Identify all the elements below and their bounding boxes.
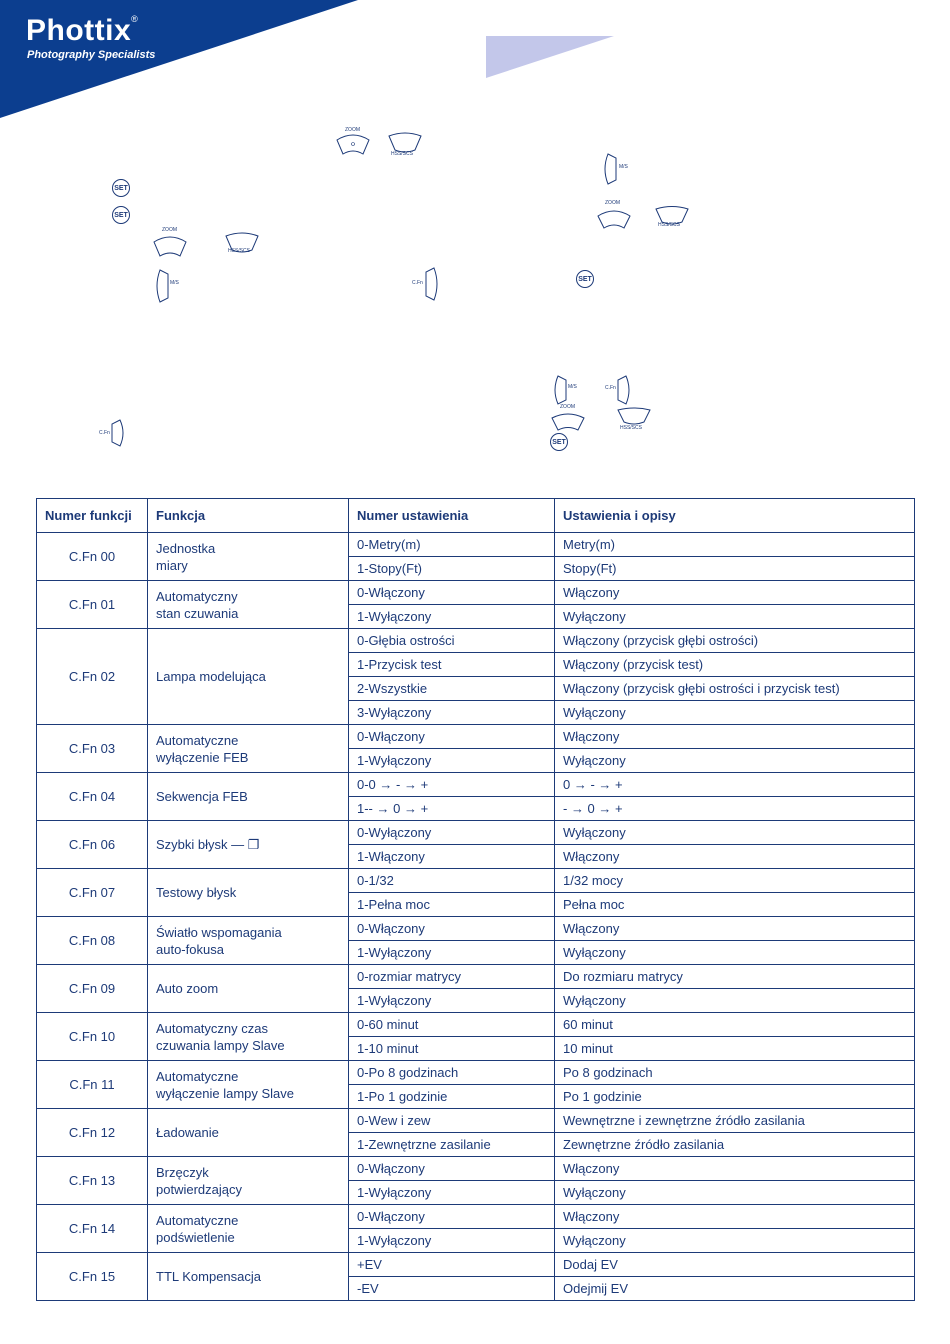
mode-label: M/S (619, 164, 628, 170)
mode-label: M/S (568, 384, 577, 390)
setting-number: -EV (349, 1277, 555, 1301)
hss-label: HSS/SCS (228, 248, 250, 254)
function-name-line: podświetlenie (156, 1229, 235, 1245)
setting-number: 1-Wyłączony (349, 989, 555, 1013)
function-name-line: Światło wspomagania (156, 924, 282, 940)
setting-description: Włączony (555, 1205, 915, 1229)
zoom-label: ZOOM (345, 127, 360, 133)
table-header-row (37, 499, 915, 533)
setting-description: Wyłączony (555, 941, 915, 965)
brand-tagline: Photography Specialists (27, 49, 156, 61)
setting-description: Włączony (przycisk głębi ostrości i przycisk test) (555, 677, 915, 701)
function-name-line: potwierdzający (156, 1181, 242, 1197)
setting-number: 0-Metry(m) (349, 533, 555, 557)
column-header: Numer ustawienia (349, 499, 555, 533)
setting-number: 0-1/32 (349, 869, 555, 893)
function-name-line: Automatyczne (156, 1212, 239, 1228)
setting-number: 1-Wyłączony (349, 1229, 555, 1253)
setting-number: 0-Wyłączony (349, 821, 555, 845)
setting-description: Po 1 godzinie (555, 1085, 915, 1109)
setting-number: 0-Włączony (349, 917, 555, 941)
function-number: C.Fn 13 (37, 1157, 148, 1205)
column-header: Ustawienia i opisy (555, 499, 915, 533)
zoom-button-icon (548, 408, 588, 434)
set-button-icon: SET (112, 206, 130, 224)
function-name (148, 1013, 349, 1061)
cfn-label: C.Fn (605, 385, 616, 391)
function-number: C.Fn 12 (37, 1109, 148, 1157)
column-header: Numer funkcji (37, 499, 148, 533)
setting-number: 1-Stopy(Ft) (349, 557, 555, 581)
mode-button-icon (548, 374, 568, 406)
function-number: C.Fn 06 (37, 821, 148, 869)
function-name (148, 869, 349, 917)
setting-number: 1-Pełna moc (349, 893, 555, 917)
function-number: C.Fn 03 (37, 725, 148, 773)
table-row (37, 1157, 915, 1181)
function-number: C.Fn 11 (37, 1061, 148, 1109)
cfn-label: C.Fn (412, 280, 423, 286)
setting-description: Dodaj EV (555, 1253, 915, 1277)
setting-description: Wyłączony (555, 1181, 915, 1205)
setting-description: Włączony (555, 845, 915, 869)
function-name (148, 1157, 349, 1205)
setting-description: Wyłączony (555, 605, 915, 629)
setting-number: 0-60 minut (349, 1013, 555, 1037)
setting-description: Odejmij EV (555, 1277, 915, 1301)
function-name-line: stan czuwania (156, 605, 239, 621)
setting-description: Włączony (555, 917, 915, 941)
setting-description: Wewnętrzne i zewnętrzne źródło zasilania (555, 1109, 915, 1133)
function-name-line: Brzęczyk (156, 1164, 209, 1180)
cfn-button-icon (110, 418, 130, 448)
function-name-line: Automatyczny czas (156, 1020, 268, 1036)
zoom-label: ZOOM (560, 404, 575, 410)
set-button-icon: SET (576, 270, 594, 288)
setting-number: 0-Wew i zew (349, 1109, 555, 1133)
function-name-line: Ładowanie (156, 1125, 219, 1140)
setting-description: Wyłączony (555, 821, 915, 845)
function-name (148, 1109, 349, 1157)
function-number: C.Fn 10 (37, 1013, 148, 1061)
function-name-line: Szybki błysk — ❐ (156, 837, 260, 852)
function-number: C.Fn 09 (37, 965, 148, 1013)
setting-description: Do rozmiaru matrycy (555, 965, 915, 989)
set-button-icon: SET (112, 179, 130, 197)
zoom-button-icon (150, 230, 190, 260)
setting-number: 1-Zewnętrzne zasilanie (349, 1133, 555, 1157)
function-name-line: Testowy błysk (156, 885, 237, 900)
hss-button-icon (614, 404, 654, 426)
table-row (37, 1013, 915, 1037)
column-header: Funkcja (148, 499, 349, 533)
setting-number: 0-0 → - → + (349, 773, 555, 797)
function-number: C.Fn 08 (37, 917, 148, 965)
setting-description: Włączony (555, 581, 915, 605)
function-name-line: czuwania lampy Slave (156, 1037, 285, 1053)
function-name-line: Jednostka (156, 540, 216, 556)
zoom-label: ZOOM (605, 200, 620, 206)
setting-number: 1-Po 1 godzinie (349, 1085, 555, 1109)
function-name-line: Automatyczny (156, 588, 238, 604)
cfn-label: C.Fn (99, 430, 110, 436)
zoom-label: ZOOM (162, 227, 177, 233)
function-name (148, 533, 349, 581)
table-row (37, 1061, 915, 1085)
table-row (37, 725, 915, 749)
function-name (148, 629, 349, 725)
setting-description: Wyłączony (555, 989, 915, 1013)
table-row (37, 581, 915, 605)
function-number: C.Fn 01 (37, 581, 148, 629)
function-name (148, 1253, 349, 1301)
setting-description: - → 0 → + (555, 797, 915, 821)
function-name-line: wyłączenie lampy Slave (156, 1085, 295, 1101)
function-name-line: Automatyczne (156, 732, 239, 748)
function-number: C.Fn 15 (37, 1253, 148, 1301)
setting-description: Pełna moc (555, 893, 915, 917)
custom-functions-table (36, 498, 915, 1301)
function-name (148, 917, 349, 965)
setting-number: 0-Włączony (349, 1205, 555, 1229)
setting-description: Stopy(Ft) (555, 557, 915, 581)
mode-button-icon (150, 268, 170, 304)
function-name (148, 581, 349, 629)
function-number: C.Fn 04 (37, 773, 148, 821)
setting-number: 0-rozmiar matrycy (349, 965, 555, 989)
function-name-line: miary (156, 557, 188, 573)
function-name-line: Auto zoom (156, 981, 219, 996)
setting-number: 0-Włączony (349, 725, 555, 749)
setting-number: +EV (349, 1253, 555, 1277)
function-number: C.Fn 00 (37, 533, 148, 581)
hss-label: HSS/SCS (658, 222, 680, 228)
table-row (37, 869, 915, 893)
setting-description: Włączony (przycisk głębi ostrości) (555, 629, 915, 653)
function-name (148, 725, 349, 773)
function-number: C.Fn 14 (37, 1205, 148, 1253)
table-row (37, 1253, 915, 1277)
function-name-line: wyłączenie FEB (156, 749, 249, 765)
setting-number: 0-Włączony (349, 1157, 555, 1181)
table-row (37, 1205, 915, 1229)
setting-number: 1-- → 0 → + (349, 797, 555, 821)
function-name-line: Automatyczne (156, 1068, 239, 1084)
setting-number: 0-Głębia ostrości (349, 629, 555, 653)
setting-number: 1-Wyłączony (349, 941, 555, 965)
setting-number: 1-Wyłączony (349, 1181, 555, 1205)
setting-number: 2-Wszystkie (349, 677, 555, 701)
function-name-line: Lampa modelująca (156, 669, 266, 684)
setting-number: 3-Wyłączony (349, 701, 555, 725)
hss-label: HSS/SCS (391, 151, 413, 157)
setting-number: 1-Wyłączony (349, 749, 555, 773)
cfn-button-icon (616, 374, 636, 406)
setting-description: Włączony (555, 725, 915, 749)
hss-label: HSS/SCS (620, 425, 642, 431)
setting-description: 0 → - → + (555, 773, 915, 797)
function-name (148, 1061, 349, 1109)
brand-logo: Phottix® (26, 14, 139, 47)
function-name-line: auto-fokusa (156, 941, 224, 957)
setting-description: Po 8 godzinach (555, 1061, 915, 1085)
setting-number: 1-Przycisk test (349, 653, 555, 677)
function-name (148, 1205, 349, 1253)
set-button-icon: SET (550, 433, 568, 451)
zoom-button-icon (594, 204, 634, 232)
function-name (148, 821, 349, 869)
table-row (37, 1109, 915, 1133)
function-name-line: TTL Kompensacja (156, 1269, 262, 1284)
function-name-line: Sekwencja FEB (156, 789, 248, 804)
mode-label: M/S (170, 280, 179, 286)
setting-description: Włączony (przycisk test) (555, 653, 915, 677)
setting-number: 1-Wyłączony (349, 605, 555, 629)
setting-number: 0-Po 8 godzinach (349, 1061, 555, 1085)
setting-description: Wyłączony (555, 701, 915, 725)
mode-button-icon (598, 152, 618, 186)
table-row (37, 533, 915, 557)
setting-number: 1-Włączony (349, 845, 555, 869)
setting-description: 1/32 mocy (555, 869, 915, 893)
cfn-button-icon (424, 266, 444, 302)
table-row (37, 629, 915, 653)
function-name (148, 965, 349, 1013)
setting-number: 0-Włączony (349, 581, 555, 605)
function-number: C.Fn 07 (37, 869, 148, 917)
function-number: C.Fn 02 (37, 629, 148, 725)
table-row (37, 773, 915, 797)
setting-description: Wyłączony (555, 749, 915, 773)
table-row (37, 821, 915, 845)
setting-description: Metry(m) (555, 533, 915, 557)
setting-description: Wyłączony (555, 1229, 915, 1253)
setting-description: Włączony (555, 1157, 915, 1181)
setting-description: Zewnętrzne źródło zasilania (555, 1133, 915, 1157)
accent-shape (486, 36, 616, 80)
table-row (37, 965, 915, 989)
function-name (148, 773, 349, 821)
setting-number: 1-10 minut (349, 1037, 555, 1061)
setting-description: 10 minut (555, 1037, 915, 1061)
table-row (37, 917, 915, 941)
setting-description: 60 minut (555, 1013, 915, 1037)
